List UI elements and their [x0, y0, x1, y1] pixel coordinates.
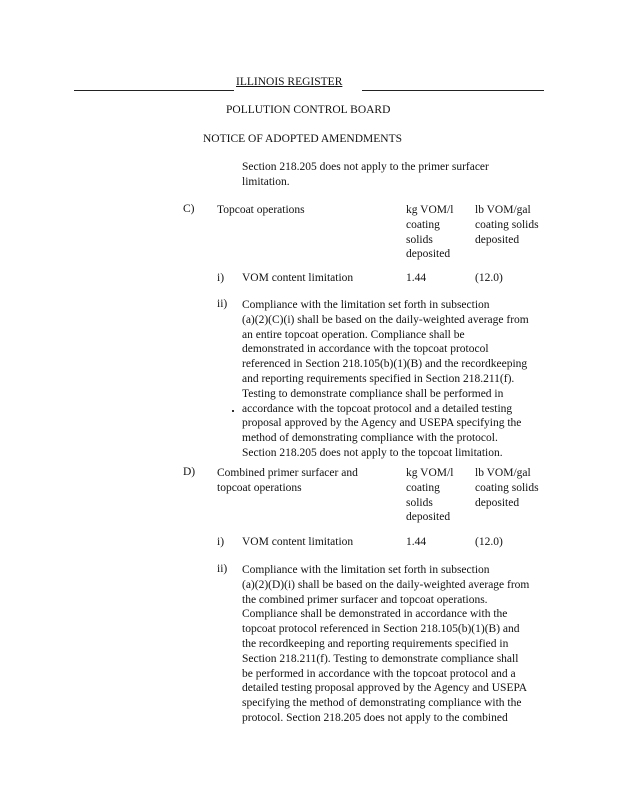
- section-d-title-line: topcoat operations: [217, 481, 302, 494]
- text-line: protocol. Section 218.205 does not apply to the combined: [242, 711, 508, 724]
- scan-speck: [232, 410, 234, 412]
- intro-line: Section 218.205 does not apply to the primer surfacer: [242, 161, 489, 173]
- text-line: (a)(2)(C)(i) shall be based on the daily-weighted average from: [242, 313, 529, 326]
- section-c-letter: C): [183, 203, 195, 215]
- unit-kg-line: kg VOM/l: [406, 204, 454, 216]
- unit-lb-line: coating solids: [475, 218, 539, 231]
- unit-lb-line: lb VOM/gal: [475, 204, 531, 216]
- text-line: and reporting requirements specified in Section 218.211(f).: [242, 372, 515, 385]
- text-line: accordance with the topcoat protocol and a detailed testing: [242, 402, 513, 415]
- text-line: specifying the method of demonstrating compliance with the: [242, 697, 522, 710]
- text-line: the recordkeeping and reporting requirements specified in: [242, 637, 509, 650]
- section-d-item-i-label: VOM content limitation: [242, 536, 354, 548]
- section-d-item-i-kg-value: 1.44: [406, 536, 427, 548]
- text-line: referenced in Section 218.105(b)(1)(B) and the recordkeeping: [242, 358, 528, 371]
- text-line: topcoat protocol referenced in Section 218.105(b)(1)(B) and: [242, 623, 520, 636]
- text-line: Section 218.205 does not apply to the topcoat limitation.: [242, 446, 503, 459]
- unit-kg-line: deposited: [406, 511, 451, 524]
- section-c-title-line: Topcoat operations: [217, 204, 305, 216]
- intro-line: limitation.: [242, 175, 290, 188]
- section-c-item-i-label: VOM content limitation: [242, 272, 354, 284]
- unit-lb-line: deposited: [475, 496, 520, 509]
- section-c-unit-kg: [406, 203, 453, 262]
- section-c-unit-lb: [475, 203, 539, 247]
- text-line: proposal approved by the Agency and USEPA specifying the: [242, 417, 522, 430]
- section-d-item-i-numeral: i): [217, 536, 225, 548]
- intro-paragraph: [242, 160, 489, 190]
- section-d-unit-lb: [475, 466, 539, 510]
- section-d-letter: D): [183, 466, 196, 478]
- text-line: the combined primer surfacer and topcoat operations.: [242, 593, 488, 606]
- section-c-item-i-kg-value: 1.44: [406, 272, 427, 284]
- unit-lb-line: coating solids: [475, 481, 539, 494]
- notice-title: NOTICE OF ADOPTED AMENDMENTS: [203, 133, 403, 145]
- text-line: method of demonstrating compliance with the protocol.: [242, 432, 498, 445]
- section-c-item-i-numeral: i): [217, 272, 225, 284]
- text-line: (a)(2)(D)(i) shall be based on the daily-weighted average from: [242, 578, 530, 591]
- unit-kg-line: coating: [406, 481, 440, 494]
- unit-lb-line: deposited: [475, 233, 520, 246]
- section-c-item-i-lb-value: (12.0): [475, 272, 503, 284]
- register-title: ILLINOIS REGISTER: [236, 76, 343, 88]
- section-c-title: [217, 203, 305, 218]
- section-d-title-line: Combined primer surfacer and: [217, 467, 358, 479]
- unit-kg-line: solids: [406, 496, 433, 509]
- section-d-item-ii-numeral: ii): [217, 563, 228, 575]
- text-line: Compliance shall be demonstrated in accordance with the: [242, 608, 508, 621]
- unit-kg-line: kg VOM/l: [406, 467, 454, 479]
- section-d-title: [217, 466, 358, 496]
- unit-kg-line: solids: [406, 233, 433, 246]
- section-c-item-ii-numeral: ii): [217, 298, 228, 310]
- text-line: an entire topcoat operation. Compliance shall be: [242, 328, 465, 341]
- text-line: Section 218.211(f). Testing to demonstrate compliance shall: [242, 652, 519, 665]
- section-d-item-i-lb-value: (12.0): [475, 536, 503, 548]
- header-rule-left: [74, 90, 234, 91]
- text-line: detailed testing proposal approved by the Agency and USEPA: [242, 682, 528, 695]
- header-rule-right: [362, 90, 544, 91]
- section-d-unit-kg: [406, 466, 453, 525]
- section-d-item-ii-text: [242, 563, 529, 726]
- unit-lb-line: lb VOM/gal: [475, 467, 531, 479]
- unit-kg-line: coating: [406, 218, 440, 231]
- unit-kg-line: deposited: [406, 248, 451, 261]
- section-c-item-ii-text: [242, 298, 529, 461]
- text-line: Compliance with the limitation set forth in subsection: [242, 299, 490, 311]
- board-name: POLLUTION CONTROL BOARD: [226, 104, 391, 116]
- text-line: demonstrated in accordance with the topcoat protocol: [242, 343, 489, 356]
- text-line: be performed in accordance with the topcoat protocol and a: [242, 667, 516, 680]
- text-line: Testing to demonstrate compliance shall be performed in: [242, 387, 504, 400]
- text-line: Compliance with the limitation set forth in subsection: [242, 564, 490, 576]
